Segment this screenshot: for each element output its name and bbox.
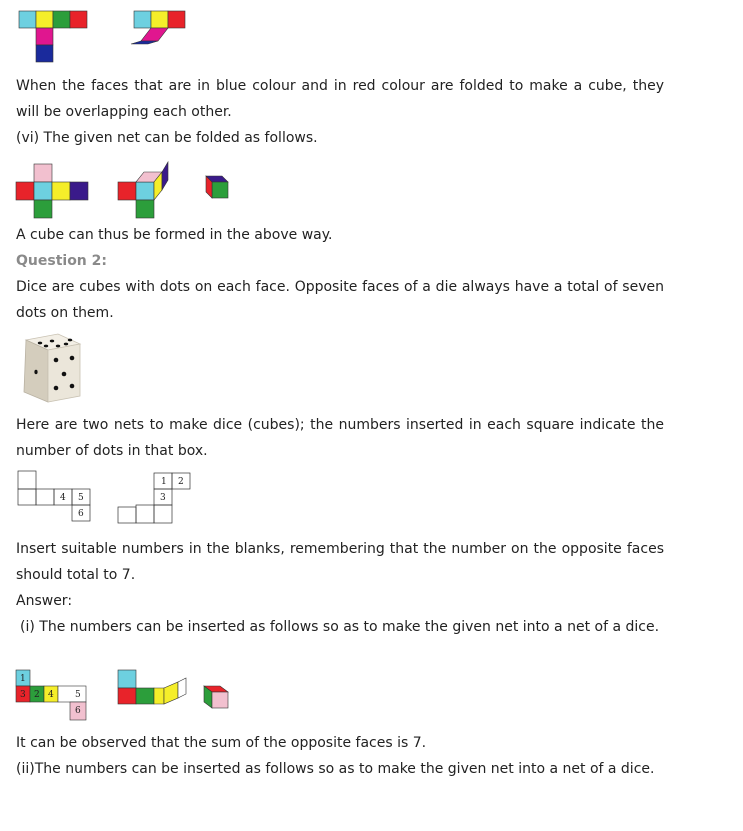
answer-net-label-4: 4 <box>48 690 54 700</box>
t-net-flat <box>19 11 87 62</box>
answer-folded-cube <box>204 686 228 708</box>
folded-cube <box>206 176 228 198</box>
answer-net-label-2: 2 <box>34 690 40 700</box>
answer-net-folding <box>118 670 186 704</box>
cross-net-figure <box>14 160 244 220</box>
insert-paragraph: Insert suitable numbers in the blanks, remembering that the number on the opposite faces should total to 7. <box>16 541 664 583</box>
dice-paragraph: Dice are cubes with dots on each face. Opposite faces of a die always have a total of seven dots on them. <box>16 279 664 321</box>
dice-nets-figure <box>16 469 196 529</box>
die-image <box>18 332 84 406</box>
net-1-label-5: 5 <box>78 493 84 503</box>
answer-net-figure <box>14 666 244 728</box>
answer-net-label-1: 1 <box>20 674 26 684</box>
cube-formed-paragraph: A cube can thus be formed in the above way. <box>16 227 333 243</box>
answer-ii-paragraph: (ii)The numbers can be inserted as follows so as to make the given net into a net of a dice. <box>16 761 655 777</box>
cross-net-folding <box>118 162 168 218</box>
cross-net-flat <box>16 164 88 218</box>
answer-label: Answer: <box>16 593 73 609</box>
net-1-label-6: 6 <box>78 509 84 519</box>
t-net-folded <box>131 11 185 44</box>
answer-net-label-5: 5 <box>75 690 81 700</box>
nets-paragraph: Here are two nets to make dice (cubes); the numbers inserted in each square indicate the number of dots in that box. <box>16 417 664 459</box>
sum-paragraph: It can be observed that the sum of the opposite faces is 7. <box>16 735 427 751</box>
overlap-paragraph: When the faces that are in blue colour and in red colour are folded to make a cube, they will be overlapping each other. <box>16 78 664 120</box>
t-net-figure <box>16 8 196 68</box>
net-1-label-4: 4 <box>60 493 66 503</box>
part-vi-paragraph: (vi) The given net can be folded as follows. <box>16 130 318 146</box>
answer-i-paragraph: (i) The numbers can be inserted as follows so as to make the given net into a net of a dice. <box>20 619 660 635</box>
net-2-label-3: 3 <box>160 493 166 503</box>
net-2-label-2: 2 <box>178 477 184 487</box>
answer-net-label-6: 6 <box>75 706 81 716</box>
question-2-heading: Question 2: <box>16 253 107 269</box>
answer-net-label-3: 3 <box>20 690 26 700</box>
net-2-label-1: 1 <box>161 477 167 487</box>
